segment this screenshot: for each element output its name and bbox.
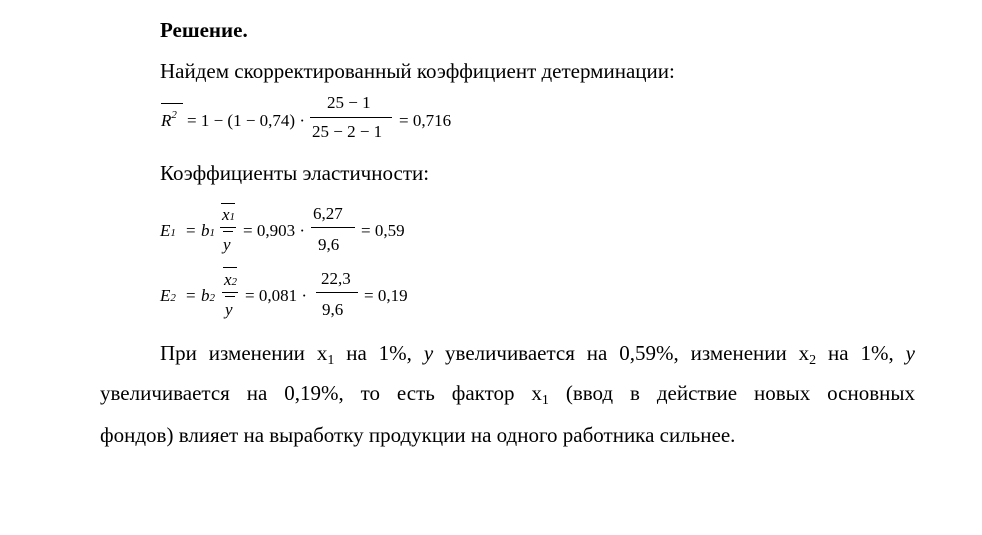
r2-symbol: $R^2$ [161,109,177,130]
r2-fraction-bar [310,117,392,118]
r2-numerator: 25 − 1 [327,93,371,112]
e2-x-overline [223,267,237,268]
e2-b: b2 [201,286,215,305]
e1-fraction-bar [220,227,236,228]
intro-text: Найдем скорректированный коэффициент детерминации: [160,59,675,83]
e1-denominator: 9,6 [318,235,340,254]
e1-y-overline [223,231,233,232]
e1-symbol: E1 [160,221,176,240]
e2-fraction-bar [222,292,238,293]
r2-denominator: 25 − 2 − 1 [312,122,383,141]
r2-expression: = 1 − (1 − 0,74) · [187,111,305,130]
e1-numerator: 6,27 [313,204,343,223]
e1-result: = 0,59 [361,221,405,240]
conclusion-line-1: При изменении x1 на 1%, y увеличивается на 0,59%, изменении x2 на 1%, y [160,341,915,368]
e1-y-mean: y [223,235,231,254]
e2-y-overline [225,296,235,297]
e1-x-mean: x1 [222,205,236,224]
e2-denominator: 9,6 [322,300,344,319]
e1-coefficient: = 0,903 · [243,221,305,240]
e1-b: b1 [201,221,215,240]
e2-symbol: E2 [160,286,176,305]
r2-result: = 0,716 [399,111,452,130]
e2-numerator: 22,3 [321,269,351,288]
e2-coefficient: = 0,081 · [245,286,307,305]
solution-heading: Решение. [160,18,248,42]
e2-equals: = [186,286,196,305]
e2-x-mean: x2 [224,270,238,289]
e2-y-mean: y [225,300,233,319]
elasticity-heading: Коэффициенты эластичности: [160,161,430,185]
e2-result: = 0,19 [364,286,408,305]
e1-equals: = [186,221,196,240]
e1-x-overline [221,203,235,204]
r2-overline [161,103,183,104]
conclusion-line-2: увеличивается на 0,19%, то есть фактор x1 (ввод в действие новых основных [100,381,915,408]
conclusion-line-3: фондов) влияет на выработку продукции на одного работника сильнее. [100,423,736,447]
e2-ratio-bar [316,292,358,293]
e1-ratio-bar [311,227,355,228]
